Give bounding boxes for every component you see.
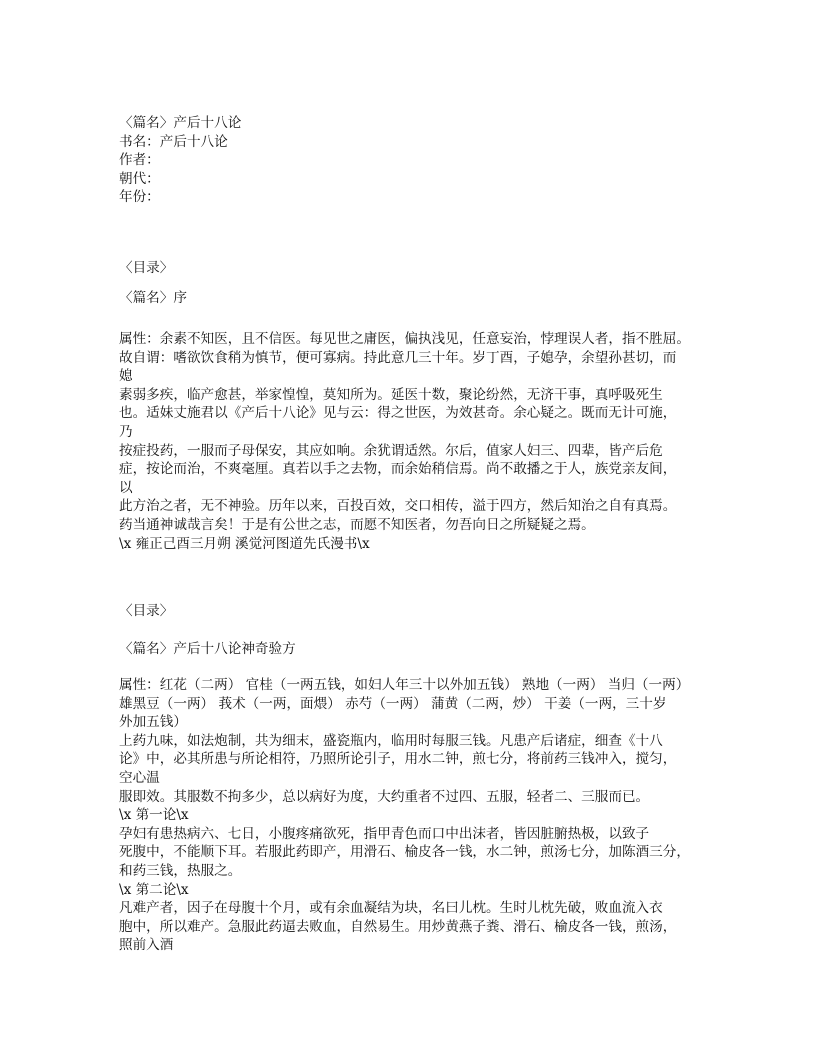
- text-line: 属性：余素不知医，且不信医。每见世之庸医，偏执浅见，任意妄治，悖理误人者，指不胜屈。: [119, 331, 690, 347]
- text-line: 故自谓：嗜欲饮食稍为慎节，便可寡病。持此意几三十年。岁丁酉，子媳孕，余望孙甚切，而: [119, 349, 677, 366]
- text-line: \x 雍正己酉三月朔 溪觉河图道先氏漫书\x: [119, 535, 370, 552]
- text-line: 也。适妹丈施君以《产后十八论》见与云：得之世医，为效甚奇。余心疑之。既而无计可施，: [119, 405, 677, 422]
- text-line: 药当通神诚哉言矣！于是有公世之志，而愿不知医者，勿吾向日之所疑疑之焉。: [119, 516, 595, 533]
- section-preface-title: [119, 289, 187, 308]
- book-name: 书名：产后十八论: [119, 133, 228, 150]
- text-line: 此方治之者，无不神验。历年以来，百投百效，交口相传，溢于四方，然后知治之自有真焉。: [119, 498, 677, 515]
- text-line: \x 第一论\x: [119, 807, 189, 824]
- text-line: 孕妇有患热病六、七日，小腹疼痛欲死，指甲青色而口中出沫者，皆因脏腑热极，以致子: [119, 825, 650, 842]
- text-line: 上药九味，如法炮制，共为细末，盛瓷瓶内，临用时每服三钱。凡患产后诸症，细查《十八: [119, 732, 663, 749]
- document-header: [119, 114, 241, 207]
- text-line: 胞中，所以难产。急服此药逼去败血，自然易生。用炒黄燕子粪、滑石、榆皮各一钱，煎汤，: [119, 918, 677, 935]
- toc-heading-2: [119, 602, 173, 621]
- text-line: 症，按论而治，不爽毫厘。真若以手之去物，而余始稍信焉。尚不敢播之于人，族党亲友间，: [119, 461, 677, 478]
- text-line: 按症投药，一服而子母保安，其应如响。余犹谓适然。尔后，值家人妇三、四辈，皆产后危: [119, 442, 663, 459]
- text-line: 属性：红花（二两） 官桂（一两五钱，如妇人年三十以外加五钱） 熟地（一两） 当归（一两）: [119, 677, 690, 693]
- text-line: 以: [119, 479, 133, 496]
- section-preface-body: [119, 330, 690, 553]
- year-field: 年份：: [119, 189, 160, 206]
- text-line: 乃: [119, 423, 133, 440]
- toc-heading: [119, 259, 173, 278]
- text-line: 服即效。其服数不拘多少，总以病好为度，大约重者不过四、五服，轻者二、三服而已。: [119, 788, 650, 805]
- chapter-title: 〈篇名〉产后十八论: [119, 115, 242, 131]
- text-line: 雄黑豆（一两） 莪术（一两，面煨） 赤芍（一两） 蒲黄（二两，炒） 干姜（一两，三十岁: [119, 695, 667, 712]
- section-title: 〈篇名〉序: [119, 290, 187, 306]
- text-line: 凡难产者，因子在母腹十个月，或有余血凝结为块，名曰儿枕。生时儿枕先破，败血流入衣: [119, 900, 663, 917]
- text-line: 外加五钱）: [119, 714, 187, 731]
- author-field: 作者：: [119, 152, 160, 169]
- toc-label: 〈目录〉: [119, 260, 174, 276]
- toc-label: 〈目录〉: [119, 603, 174, 619]
- section-title: 〈篇名〉产后十八论神奇验方: [119, 641, 296, 657]
- dynasty-field: 朝代：: [119, 170, 160, 187]
- text-line: \x 第二论\x: [119, 881, 189, 898]
- text-line: 照前入酒: [119, 937, 174, 954]
- text-line: 媳: [119, 368, 133, 385]
- text-line: 空心温: [119, 769, 160, 786]
- section-formula-body: [119, 676, 690, 955]
- text-line: 死腹中，不能顺下耳。若服此药即产，用滑石、榆皮各一钱，水二钟，煎汤七分，加陈酒三分，: [119, 844, 690, 861]
- text-line: 和药三钱，热服之。: [119, 862, 242, 879]
- text-line: 论》中，必其所患与所论相符，乃照所论引子，用水二钟，煎七分，将前药三钱冲入，搅匀，: [119, 751, 677, 768]
- section-formula-title: [119, 640, 296, 659]
- text-line: 素弱多疾，临产愈甚，举家惶惶，莫知所为。延医十数，聚论纷然，无济干事，真呼吸死生: [119, 386, 663, 403]
